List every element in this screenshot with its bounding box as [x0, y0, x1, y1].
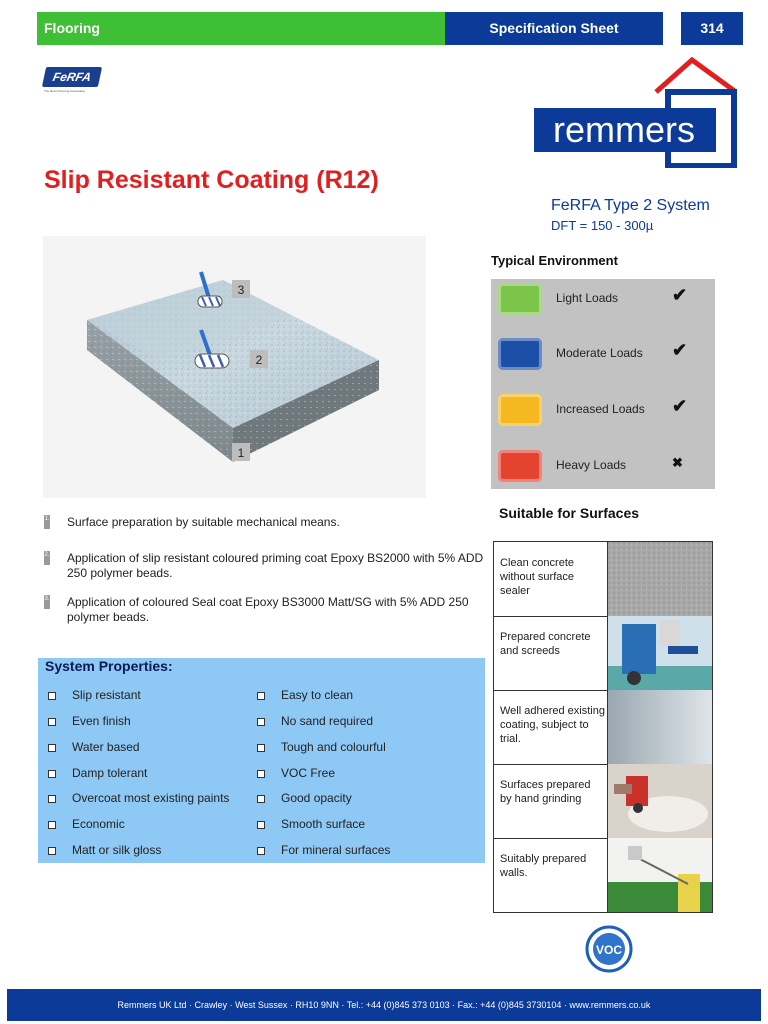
remmers-logo	[532, 56, 740, 168]
load-label: Light Loads	[556, 291, 619, 305]
checkbox-icon	[257, 744, 265, 752]
sheet-type-label: Specification Sheet	[445, 12, 663, 45]
surface-row	[494, 764, 712, 839]
load-row-heavy	[491, 446, 715, 486]
sheet-number: 314	[681, 12, 743, 45]
load-row-increased	[491, 390, 715, 430]
surface-photo	[607, 542, 712, 616]
check-icon: ✔	[672, 396, 688, 416]
ferfa-logo-tagline: The Resin Flooring Association	[44, 89, 86, 93]
load-color-swatch	[498, 450, 542, 482]
property-item: Matt or silk gloss	[48, 843, 161, 857]
checkbox-icon	[48, 795, 56, 803]
property-item: Tough and colourful	[257, 740, 386, 754]
step-text: Surface preparation by suitable mechanical means.	[67, 515, 340, 529]
checkbox-icon	[257, 718, 265, 726]
step-number: 3.	[44, 595, 50, 609]
step-item	[44, 515, 484, 530]
voc-badge-icon	[585, 925, 633, 973]
checkbox-icon	[48, 847, 56, 855]
system-properties-panel	[38, 658, 485, 863]
check-icon: ✔	[672, 285, 688, 305]
load-row-light	[491, 279, 715, 319]
property-item: Economic	[48, 817, 125, 831]
property-item: No sand required	[257, 714, 373, 728]
checkbox-icon	[48, 770, 56, 778]
ferfa-logo-mark: FeRFA	[42, 67, 102, 87]
load-label: Heavy Loads	[556, 458, 627, 472]
step-number: 1.	[44, 515, 50, 529]
typical-environment-title: Typical Environment	[491, 253, 618, 268]
property-item: Easy to clean	[257, 688, 353, 702]
property-item: Good opacity	[257, 791, 352, 805]
surface-photo	[607, 690, 712, 764]
system-properties-title: System Properties:	[45, 658, 173, 674]
step-item	[44, 595, 484, 625]
surface-row	[494, 690, 712, 765]
system-type: FeRFA Type 2 System	[551, 197, 710, 214]
load-color-swatch	[498, 394, 542, 426]
floor-system-diagram	[43, 236, 426, 498]
property-item: Slip resistant	[48, 688, 141, 702]
checkbox-icon	[257, 770, 265, 778]
surface-row	[494, 838, 712, 912]
property-item: Water based	[48, 740, 140, 754]
svg-text:3: 3	[237, 283, 245, 297]
checkbox-icon	[48, 692, 56, 700]
step-text: Application of coloured Seal coat Epoxy BS3000 Matt/SG with 5% ADD 250 polymer beads.	[67, 595, 469, 624]
property-item: Overcoat most existing paints	[48, 791, 229, 805]
surface-description: Well adhered existing coating, subject to trial.	[500, 705, 605, 745]
surface-description: Suitably prepared walls.	[500, 853, 587, 879]
property-item: Damp tolerant	[48, 766, 147, 780]
surface-row	[494, 616, 712, 691]
footer-contact: Remmers UK Ltd · Crawley · West Sussex · RH10 9NN · Tel.: +44 (0)845 373 0103 · Fax.: +44 (0)845 3730104 · www.remmers.co.uk	[7, 989, 761, 1021]
step-item	[44, 551, 484, 581]
surface-description: Prepared concrete and screeds	[500, 631, 591, 657]
diagram-label-3	[232, 280, 250, 298]
surface-row	[494, 542, 712, 617]
load-color-swatch	[498, 283, 542, 315]
svg-text:1: 1	[237, 446, 245, 460]
typical-environment-panel	[491, 279, 715, 489]
category-label: Flooring	[37, 12, 445, 45]
checkbox-icon	[257, 821, 265, 829]
property-item: Smooth surface	[257, 817, 365, 831]
step-text: Application of slip resistant coloured priming coat Epoxy BS2000 with 5% ADD 250 polymer beads.	[67, 551, 484, 580]
suitable-surfaces-title: Suitable for Surfaces	[499, 505, 640, 521]
surface-photo	[607, 764, 712, 838]
step-number: 2.	[44, 551, 50, 565]
svg-text:2: 2	[255, 353, 263, 367]
load-row-moderate	[491, 334, 715, 374]
diagram-label-1	[232, 443, 250, 461]
surface-description: Clean concrete without surface sealer	[500, 557, 574, 597]
surface-photo	[607, 838, 712, 912]
surface-photo	[607, 616, 712, 690]
suitable-surfaces-table	[493, 541, 713, 913]
property-item: Even finish	[48, 714, 131, 728]
surface-description: Surfaces prepared by hand grinding	[500, 779, 591, 805]
load-color-swatch	[498, 338, 542, 370]
property-item: VOC Free	[257, 766, 335, 780]
remmers-logo-text: remmers	[553, 109, 695, 150]
dft-value: DFT = 150 - 300µ	[551, 218, 654, 233]
page-title: Slip Resistant Coating (R12)	[44, 166, 379, 194]
load-label: Moderate Loads	[556, 346, 643, 360]
checkbox-icon	[48, 821, 56, 829]
ferfa-logo	[44, 67, 104, 95]
checkbox-icon	[257, 847, 265, 855]
property-item: For mineral surfaces	[257, 843, 390, 857]
load-label: Increased Loads	[556, 402, 645, 416]
checkbox-icon	[257, 795, 265, 803]
checkbox-icon	[48, 744, 56, 752]
diagram-label-2	[250, 350, 268, 368]
check-icon: ✔	[672, 340, 688, 360]
checkbox-icon	[257, 692, 265, 700]
checkbox-icon	[48, 718, 56, 726]
voc-badge-text: VOC	[595, 943, 623, 957]
cross-icon: ✖	[672, 455, 683, 470]
